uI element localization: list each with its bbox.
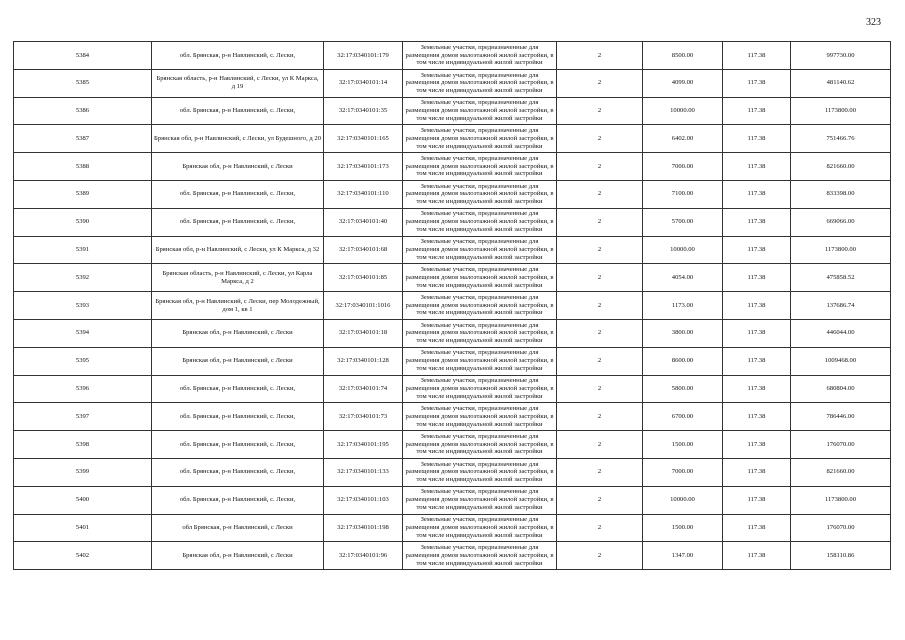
cadastral-value-cell: 158110.86 (791, 542, 891, 570)
row-number: 5394 (14, 319, 152, 347)
group-cell: 2 (557, 514, 643, 542)
area-cell: 8500.00 (643, 42, 723, 70)
cadastral-number-cell: 32:17:0340101:110 (324, 180, 403, 208)
cadastral-number-cell: 32:17:0340101:73 (324, 403, 403, 431)
area-cell: 4099.00 (643, 69, 723, 97)
group-cell: 2 (557, 264, 643, 292)
specific-value-cell: 117.38 (723, 375, 791, 403)
cadastral-value-cell: 833398.00 (791, 180, 891, 208)
address-cell: Брянская область, р-н Навлинский, с Лески, ул К Маркса, д 19 (152, 69, 324, 97)
cadastral-value-table (13, 41, 891, 570)
cadastral-value-cell: 669066.00 (791, 208, 891, 236)
specific-value-cell: 117.38 (723, 125, 791, 153)
specific-value-cell: 117.38 (723, 486, 791, 514)
specific-value-cell: 117.38 (723, 264, 791, 292)
address-cell: обл. Брянская, р-н Навлинский, с. Лески, (152, 208, 324, 236)
cadastral-value-cell: 786446.00 (791, 403, 891, 431)
row-number: 5401 (14, 514, 152, 542)
land-use-cell: Земельные участки, предназначенные для размещения домов малоэтажной жилой застройки, в том числе индивидуальной жилой застройки (403, 180, 557, 208)
land-use-cell: Земельные участки, предназначенные для размещения домов малоэтажной жилой застройки, в том числе индивидуальной жилой застройки (403, 69, 557, 97)
group-cell: 2 (557, 347, 643, 375)
address-cell: Брянская обл, р-н Навлинский, с Лески, ул Будешного, д 20 (152, 125, 324, 153)
group-cell: 2 (557, 125, 643, 153)
land-use-cell: Земельные участки, предназначенные для размещения домов малоэтажной жилой застройки, в том числе индивидуальной жилой застройки (403, 236, 557, 264)
cadastral-number-cell: 32:17:0340101:74 (324, 375, 403, 403)
land-use-cell: Земельные участки, предназначенные для размещения домов малоэтажной жилой застройки, в том числе индивидуальной жилой застройки (403, 347, 557, 375)
address-cell: обл. Брянская, р-н Навлинский, с. Лески, (152, 486, 324, 514)
area-cell: 10000.00 (643, 486, 723, 514)
cadastral-value-cell: 176070.00 (791, 514, 891, 542)
specific-value-cell: 117.38 (723, 403, 791, 431)
specific-value-cell: 117.38 (723, 42, 791, 70)
table-row (14, 458, 891, 486)
cadastral-value-cell: 475858.52 (791, 264, 891, 292)
cadastral-value-cell: 137686.74 (791, 292, 891, 320)
group-cell: 2 (557, 458, 643, 486)
specific-value-cell: 117.38 (723, 542, 791, 570)
address-cell: Брянская обл, р-н Навлинский, с Лески (152, 347, 324, 375)
cadastral-number-cell: 32:17:0340101:35 (324, 97, 403, 125)
group-cell: 2 (557, 97, 643, 125)
area-cell: 1347.00 (643, 542, 723, 570)
table-row (14, 319, 891, 347)
area-cell: 7000.00 (643, 458, 723, 486)
row-number: 5384 (14, 42, 152, 70)
cadastral-number-cell: 32:17:0340101:198 (324, 514, 403, 542)
row-number: 5391 (14, 236, 152, 264)
specific-value-cell: 117.38 (723, 319, 791, 347)
address-cell: обл. Брянская, р-н Навлинский, с. Лески, (152, 375, 324, 403)
land-use-cell: Земельные участки, предназначенные для размещения домов малоэтажной жилой застройки, в том числе индивидуальной жилой застройки (403, 319, 557, 347)
address-cell: Брянская обл, р-н Навлинский, с Лески (152, 153, 324, 181)
area-cell: 5800.00 (643, 375, 723, 403)
group-cell: 2 (557, 375, 643, 403)
address-cell: Брянская обл, р-н Навлинский, с Лески (152, 319, 324, 347)
page-number: 323 (866, 17, 881, 28)
area-cell: 4054.00 (643, 264, 723, 292)
area-cell: 8600.00 (643, 347, 723, 375)
address-cell: обл Брянская, р-н Навлинский, с Лески (152, 514, 324, 542)
row-number: 5397 (14, 403, 152, 431)
row-number: 5398 (14, 431, 152, 459)
specific-value-cell: 117.38 (723, 236, 791, 264)
area-cell: 10000.00 (643, 97, 723, 125)
cadastral-value-cell: 751466.76 (791, 125, 891, 153)
land-use-cell: Земельные участки, предназначенные для размещения домов малоэтажной жилой застройки, в том числе индивидуальной жилой застройки (403, 458, 557, 486)
table-row (14, 542, 891, 570)
cadastral-number-cell: 32:17:0340101:85 (324, 264, 403, 292)
group-cell: 2 (557, 403, 643, 431)
table-row (14, 431, 891, 459)
row-number: 5400 (14, 486, 152, 514)
table-row (14, 153, 891, 181)
land-use-cell: Земельные участки, предназначенные для размещения домов малоэтажной жилой застройки, в том числе индивидуальной жилой застройки (403, 125, 557, 153)
table-row (14, 42, 891, 70)
land-use-cell: Земельные участки, предназначенные для размещения домов малоэтажной жилой застройки, в том числе индивидуальной жилой застройки (403, 97, 557, 125)
land-use-cell: Земельные участки, предназначенные для размещения домов малоэтажной жилой застройки, в том числе индивидуальной жилой застройки (403, 208, 557, 236)
specific-value-cell: 117.38 (723, 97, 791, 125)
row-number: 5393 (14, 292, 152, 320)
group-cell: 2 (557, 292, 643, 320)
cadastral-number-cell: 32:17:0340101:96 (324, 542, 403, 570)
area-cell: 1500.00 (643, 431, 723, 459)
address-cell: Брянская область, р-н Навлинский, с Лески, ул Карла Маркса, д 2 (152, 264, 324, 292)
group-cell: 2 (557, 180, 643, 208)
land-use-cell: Земельные участки, предназначенные для размещения домов малоэтажной жилой застройки, в том числе индивидуальной жилой застройки (403, 153, 557, 181)
cadastral-value-cell: 446044.00 (791, 319, 891, 347)
specific-value-cell: 117.38 (723, 347, 791, 375)
address-cell: обл. Брянская, р-н Навлинский, с. Лески, (152, 97, 324, 125)
row-number: 5386 (14, 97, 152, 125)
cadastral-number-cell: 32:17:0340101:40 (324, 208, 403, 236)
group-cell: 2 (557, 319, 643, 347)
area-cell: 10000.00 (643, 236, 723, 264)
address-cell: обл. Брянская, р-н Навлинский, с. Лески, (152, 403, 324, 431)
cadastral-value-cell: 680804.00 (791, 375, 891, 403)
group-cell: 2 (557, 69, 643, 97)
group-cell: 2 (557, 236, 643, 264)
address-cell: обл. Брянская, р-н Навлинский, с. Лески, (152, 458, 324, 486)
table-row (14, 375, 891, 403)
cadastral-number-cell: 32:17:0340101:14 (324, 69, 403, 97)
specific-value-cell: 117.38 (723, 153, 791, 181)
address-cell: Брянская обл, р-н Навлинский, с Лески, пер Молодежный, дом 1, кв 1 (152, 292, 324, 320)
table-row (14, 180, 891, 208)
cadastral-number-cell: 32:17:0340101:68 (324, 236, 403, 264)
group-cell: 2 (557, 153, 643, 181)
area-cell: 5700.00 (643, 208, 723, 236)
cadastral-number-cell: 32:17:0340101:173 (324, 153, 403, 181)
cadastral-value-cell: 821660.00 (791, 153, 891, 181)
land-use-cell: Земельные участки, предназначенные для размещения домов малоэтажной жилой застройки, в том числе индивидуальной жилой застройки (403, 542, 557, 570)
specific-value-cell: 117.38 (723, 431, 791, 459)
row-number: 5392 (14, 264, 152, 292)
group-cell: 2 (557, 486, 643, 514)
cadastral-number-cell: 32:17:0340101:133 (324, 458, 403, 486)
table-row (14, 403, 891, 431)
row-number: 5388 (14, 153, 152, 181)
area-cell: 3800.00 (643, 319, 723, 347)
land-use-cell: Земельные участки, предназначенные для размещения домов малоэтажной жилой застройки, в том числе индивидуальной жилой застройки (403, 514, 557, 542)
cadastral-number-cell: 32:17:0340101:103 (324, 486, 403, 514)
group-cell: 2 (557, 431, 643, 459)
address-cell: обл. Брянская, р-н Навлинский, с. Лески, (152, 431, 324, 459)
address-cell: обл. Брянская, р-н Навлинский, с. Лески, (152, 42, 324, 70)
cadastral-value-cell: 997730.00 (791, 42, 891, 70)
cadastral-value-cell: 1009468.00 (791, 347, 891, 375)
table-row (14, 69, 891, 97)
row-number: 5396 (14, 375, 152, 403)
table-row (14, 347, 891, 375)
group-cell: 2 (557, 208, 643, 236)
address-cell: обл. Брянская, р-н Навлинский, с. Лески, (152, 180, 324, 208)
table-row (14, 236, 891, 264)
row-number: 5395 (14, 347, 152, 375)
cadastral-number-cell: 32:17:0340101:128 (324, 347, 403, 375)
area-cell: 1173.00 (643, 292, 723, 320)
specific-value-cell: 117.38 (723, 458, 791, 486)
cadastral-value-cell: 821660.00 (791, 458, 891, 486)
cadastral-number-cell: 32:17:0340101:165 (324, 125, 403, 153)
row-number: 5385 (14, 69, 152, 97)
specific-value-cell: 117.38 (723, 69, 791, 97)
cadastral-value-cell: 176070.00 (791, 431, 891, 459)
cadastral-value-cell: 1173800.00 (791, 236, 891, 264)
area-cell: 6700.00 (643, 403, 723, 431)
land-use-cell: Земельные участки, предназначенные для размещения домов малоэтажной жилой застройки, в том числе индивидуальной жилой застройки (403, 486, 557, 514)
address-cell: Брянская обл, р-н Навлинский, с Лески, ул К Маркса, д 32 (152, 236, 324, 264)
cadastral-value-cell: 1173800.00 (791, 97, 891, 125)
area-cell: 1500.00 (643, 514, 723, 542)
table-row (14, 97, 891, 125)
table-row (14, 292, 891, 320)
table-row (14, 125, 891, 153)
area-cell: 6402.00 (643, 125, 723, 153)
table-body (14, 42, 891, 570)
group-cell: 2 (557, 542, 643, 570)
table-row (14, 486, 891, 514)
land-use-cell: Земельные участки, предназначенные для размещения домов малоэтажной жилой застройки, в том числе индивидуальной жилой застройки (403, 403, 557, 431)
cadastral-number-cell: 32:17:0340101:195 (324, 431, 403, 459)
row-number: 5399 (14, 458, 152, 486)
cadastral-value-cell: 1173800.00 (791, 486, 891, 514)
row-number: 5387 (14, 125, 152, 153)
cadastral-number-cell: 32:17:0340101:1016 (324, 292, 403, 320)
land-use-cell: Земельные участки, предназначенные для размещения домов малоэтажной жилой застройки, в том числе индивидуальной жилой застройки (403, 264, 557, 292)
area-cell: 7000.00 (643, 153, 723, 181)
specific-value-cell: 117.38 (723, 292, 791, 320)
cadastral-value-cell: 481140.62 (791, 69, 891, 97)
land-use-cell: Земельные участки, предназначенные для размещения домов малоэтажной жилой застройки, в том числе индивидуальной жилой застройки (403, 42, 557, 70)
address-cell: Брянская обл, р-н Навлинский, с Лески (152, 542, 324, 570)
table-row (14, 208, 891, 236)
table-row (14, 514, 891, 542)
specific-value-cell: 117.38 (723, 514, 791, 542)
land-use-cell: Земельные участки, предназначенные для размещения домов малоэтажной жилой застройки, в том числе индивидуальной жилой застройки (403, 375, 557, 403)
row-number: 5402 (14, 542, 152, 570)
cadastral-number-cell: 32:17:0340101:18 (324, 319, 403, 347)
specific-value-cell: 117.38 (723, 208, 791, 236)
row-number: 5390 (14, 208, 152, 236)
table-row (14, 264, 891, 292)
specific-value-cell: 117.38 (723, 180, 791, 208)
cadastral-number-cell: 32:17:0340101:179 (324, 42, 403, 70)
land-use-cell: Земельные участки, предназначенные для размещения домов малоэтажной жилой застройки, в том числе индивидуальной жилой застройки (403, 292, 557, 320)
land-use-cell: Земельные участки, предназначенные для размещения домов малоэтажной жилой застройки, в том числе индивидуальной жилой застройки (403, 431, 557, 459)
row-number: 5389 (14, 180, 152, 208)
group-cell: 2 (557, 42, 643, 70)
area-cell: 7100.00 (643, 180, 723, 208)
